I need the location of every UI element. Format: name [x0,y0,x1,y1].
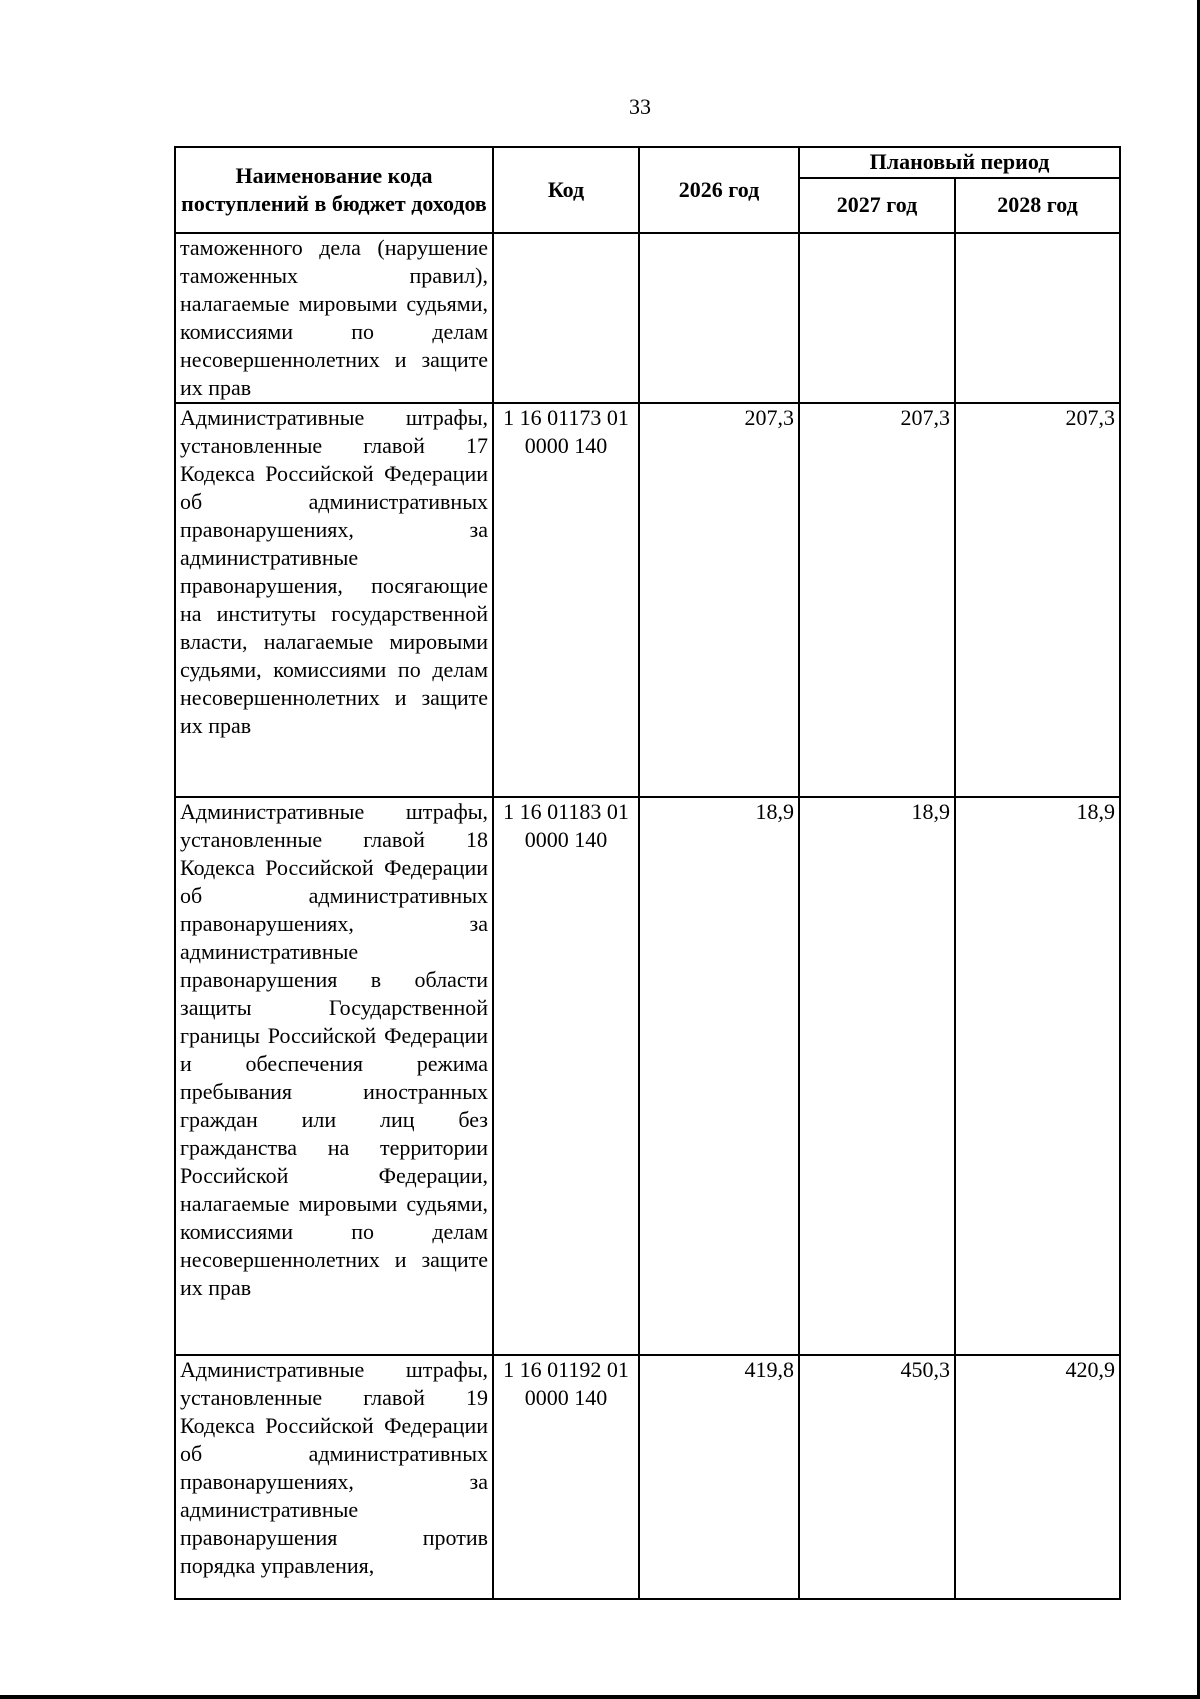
row-value-2028: 420,9 [955,1355,1120,1599]
row-code-cell [493,233,639,403]
table-row [175,403,1120,797]
budget-revenue-table [174,146,1121,1600]
row-code-cell: 1 16 01192 01 0000 140 [493,1355,639,1599]
row-code-cell: 1 16 01173 01 0000 140 [493,403,639,797]
row-value-2027: 207,3 [799,403,955,797]
row-value-2026: 207,3 [639,403,799,797]
row-name-cell: Административные штрафы, установленные главой 19 Кодекса Российской Федерации об административных правонарушениях, за административные правонарушения против порядка управления, [175,1355,493,1599]
row-name-cell: Административные штрафы, установленные главой 17 Кодекса Российской Федерации об административных правонарушениях, за административные правонарушения, посягающие на институты государственной власти, налагаемые мировыми судьями, комиссиями по делам несовершеннолетних и защите их прав [175,403,493,797]
row-value-2026: 18,9 [639,797,799,1355]
header-year-2026: 2026 год [639,147,799,233]
row-value-2026: 419,8 [639,1355,799,1599]
row-code-cell: 1 16 01183 01 0000 140 [493,797,639,1355]
row-name-cell: таможенного дела (нарушение таможенных правил), налагаемые мировыми судьями, комиссиями по делам несовершеннолетних и защите их прав [175,233,493,403]
header-year-2028: 2028 год [955,178,1120,233]
header-code: Код [493,147,639,233]
row-value-2027: 450,3 [799,1355,955,1599]
row-value-2028: 18,9 [955,797,1120,1355]
header-year-2027: 2027 год [799,178,955,233]
row-value-2028 [955,233,1120,403]
header-planned-period: Плановый период [799,147,1120,178]
row-value-2027: 18,9 [799,797,955,1355]
header-name: Наименование кода поступлений в бюджет доходов [175,147,493,233]
page-number: 33 [629,94,651,119]
table-row [175,233,1120,403]
row-value-2026 [639,233,799,403]
table-row [175,797,1120,1355]
scan-edge-bottom [0,1695,1200,1699]
table-row [175,1355,1120,1599]
row-name-cell: Административные штрафы, установленные главой 18 Кодекса Российской Федерации об административных правонарушениях, за административные правонарушения в области защиты Государственной границы Российской Федерации и обеспечения режима пребывания иностранных граждан или лиц без гражданства на территории Российской Федерации, налагаемые мировыми судьями, комиссиями по делам несовершеннолетних и защите их прав [175,797,493,1355]
row-value-2028: 207,3 [955,403,1120,797]
row-value-2027 [799,233,955,403]
